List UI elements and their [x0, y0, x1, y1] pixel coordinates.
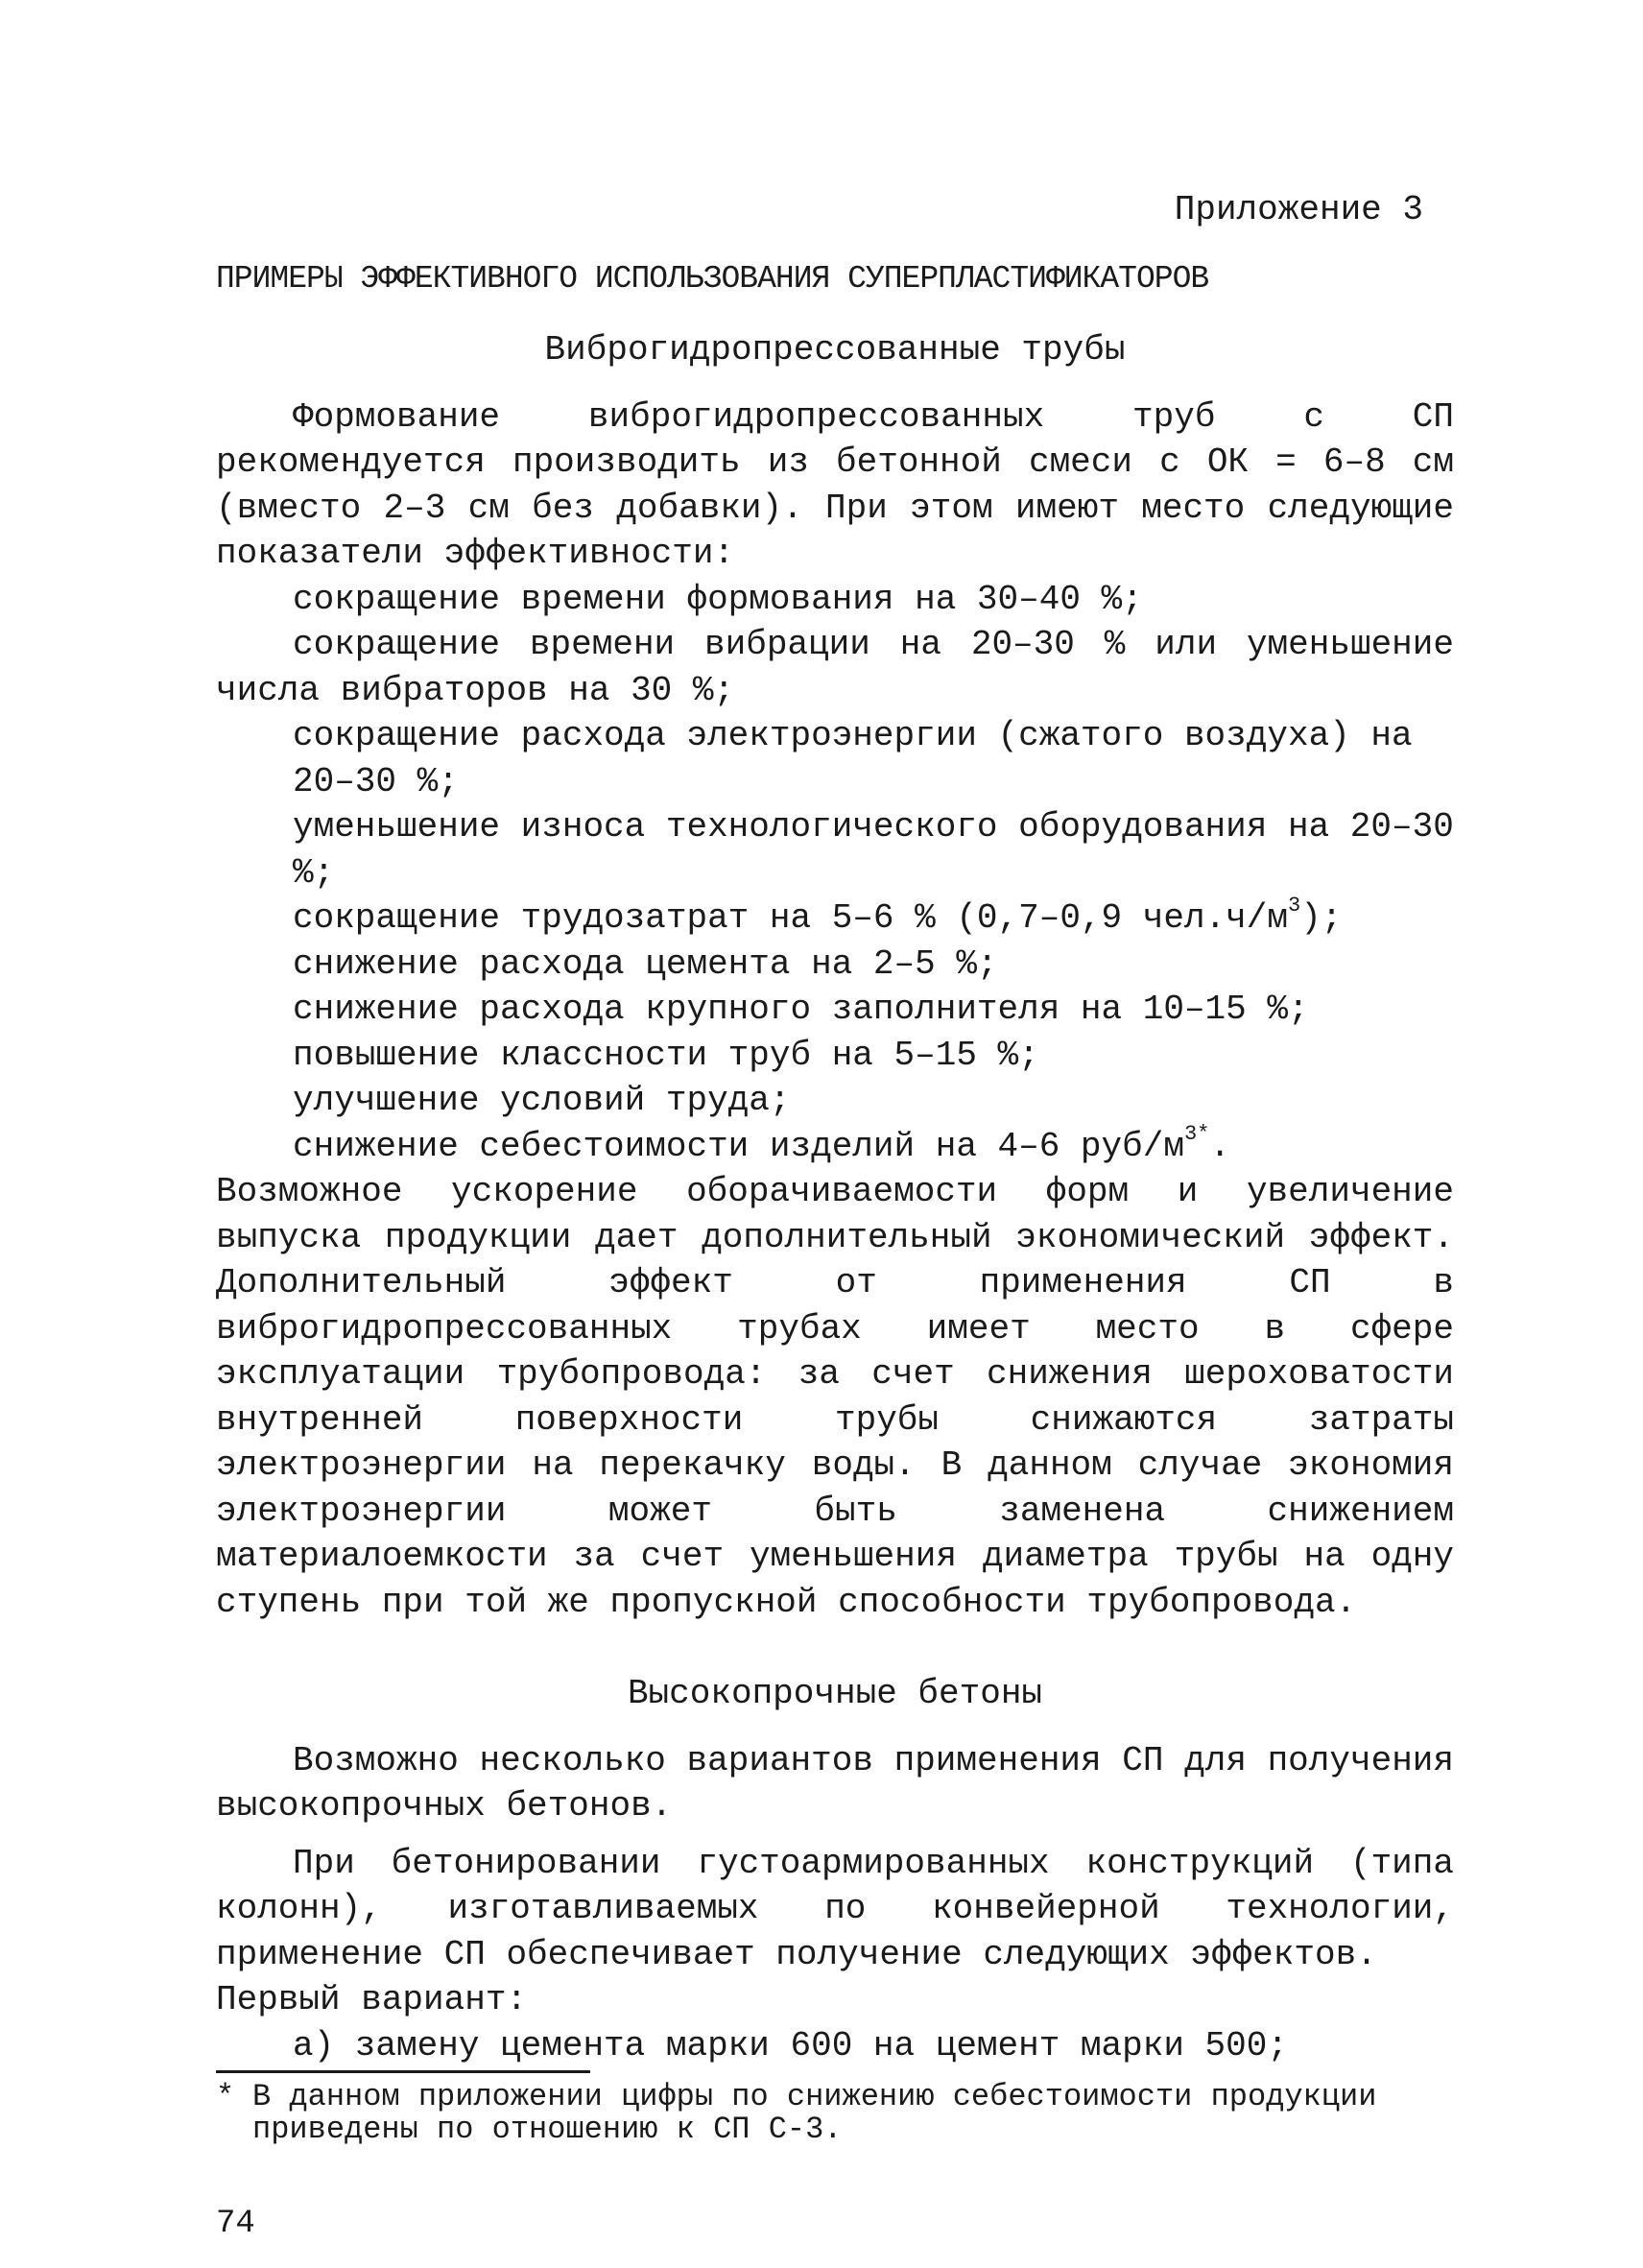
list-item: улучшение условий труда;: [293, 1081, 791, 1120]
appendix-label: Приложение 3: [1174, 190, 1423, 229]
page-number: 74: [216, 2206, 255, 2242]
section-title-concrete: Высокопрочные бетоны: [627, 1674, 1043, 1713]
superscript: 3: [1287, 894, 1301, 918]
section-title-pipes: Виброгидропрессованные трубы: [544, 330, 1126, 370]
intro-paragraph: Формование виброгидропрессованных труб с СП рекомендуется производить из бетонной смеси с ОК = 6–8 см (вместо 2–3 см без добавки). При этом имеют место следующие показатели эффективности:: [216, 396, 1454, 573]
paragraph-effects: При бетонировании густоармированных конструкций (типа колонн), изготавливаемых по конвейерной технологии, применение СП обеспечивает получение следующих эффектов.: [216, 1843, 1454, 1974]
list-item-tail: .: [1209, 1126, 1230, 1166]
list-item: снижение расхода крупного заполнителя на 10–15 %;: [293, 990, 1309, 1029]
list-item: сокращение времени формования на 30–40 %;: [293, 579, 1143, 619]
list-item-text: снижение себестоимости изделий на 4–6 руб/м: [293, 1126, 1184, 1166]
footnote: [216, 2081, 1454, 2146]
main-title: ПРИМЕРЫ ЭФФЕКТИВНОГО ИСПОЛЬЗОВАНИЯ СУПЕРПЛАСТИФИКАТОРОВ: [216, 260, 1209, 297]
variant-label: Первый вариант:: [216, 1980, 528, 2019]
footnote-mark: *: [216, 2079, 235, 2114]
list-item-tail: );: [1300, 898, 1343, 938]
list-item: снижение расхода цемента на 2–5 %;: [293, 943, 998, 984]
footnote-divider: [216, 2070, 590, 2073]
conclusion-paragraph: Возможное ускорение оборачиваемости форм и увеличение выпуска продукции дает дополнительный экономический эффект. Дополнительный эффект от применения СП в виброгидропрессованных трубах имеет место в сфере эксплуатации трубопровода: за счет снижения шероховатости внутренней поверхности трубы снижаются затраты электроэнергии на перекачку воды. В данном случае экономия электроэнергии может быть заменена снижением материалоемкости за счет уменьшения диаметра трубы на одну ступень при той же пропускной способности трубопровода.: [216, 1172, 1454, 1622]
list-item: уменьшение износа технологического оборудования на 20–30 %;: [293, 807, 1454, 893]
efficiency-list: [216, 577, 1454, 1170]
variant-item: а) замену цемента марки 600 на цемент марки 500;: [293, 2025, 1288, 2065]
document-page: [216, 187, 1454, 2248]
list-item: [216, 1121, 1454, 1170]
list-item-text: сокращение трудозатрат на 5–6 % (0,7–0,9 чел.ч/м: [293, 898, 1288, 938]
footnote-reference: 3*: [1183, 1121, 1210, 1146]
list-item: сокращение времени вибрации на 20–30 % или уменьшение числа вибраторов на 30 %;: [216, 625, 1454, 710]
paragraph-variants: Возможно несколько вариантов применения СП для получения высокопрочных бетонов.: [216, 1740, 1454, 1826]
list-item: повышение классности труб на 5–15 %;: [293, 1035, 1039, 1075]
footnote-text: В данном приложении цифры по снижению себестоимости продукции приведены по отношению к СП С-3.: [252, 2079, 1377, 2147]
list-item: [216, 895, 1454, 942]
list-item: сокращение расхода электроэнергии (сжатого воздуха) на 20–30 %;: [293, 716, 1413, 801]
